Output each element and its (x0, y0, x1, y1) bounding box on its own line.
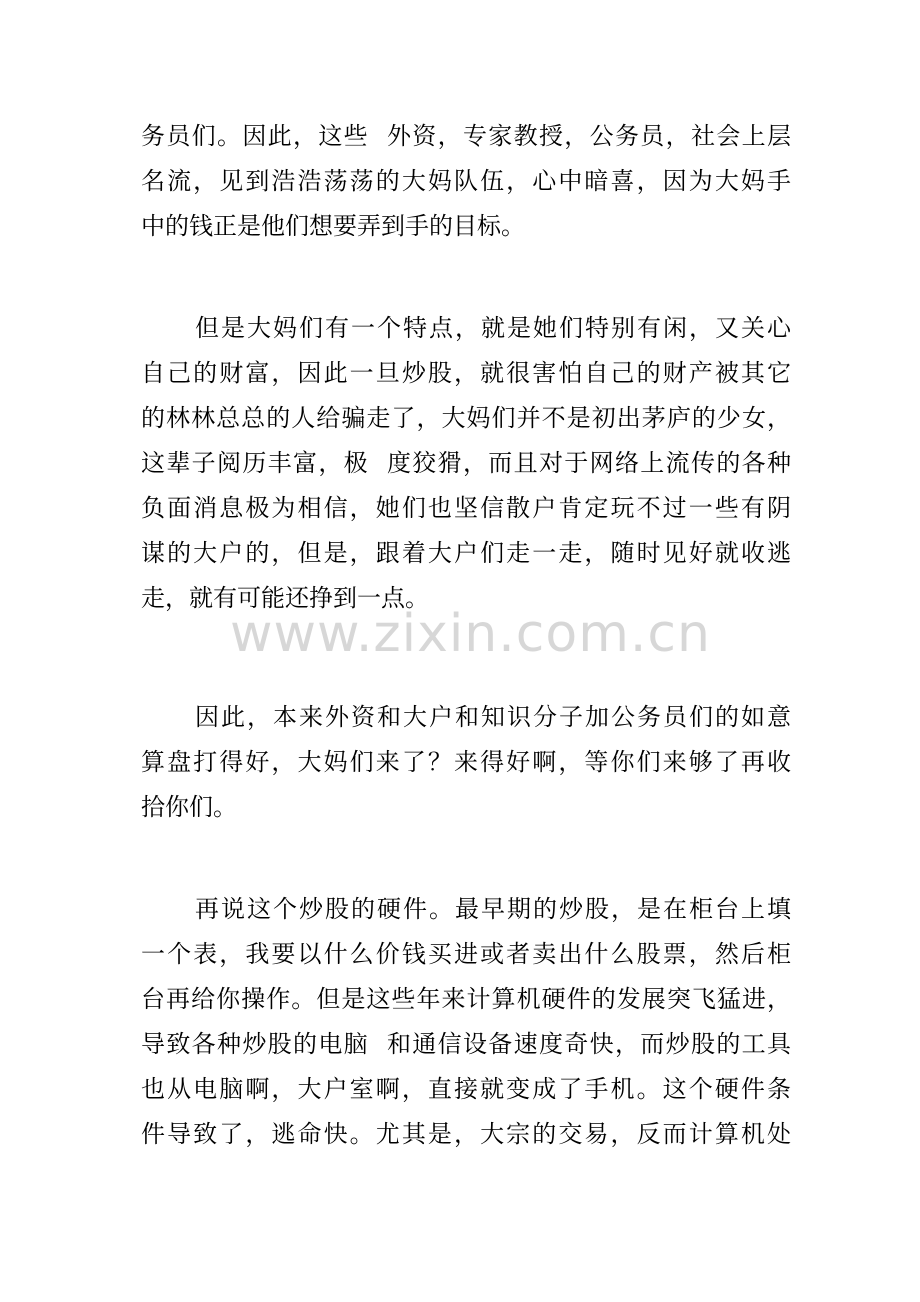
paragraph-2-line-3: 的林林总总的人给骗走了，大妈们并不是初出茅庐的少女， (141, 404, 791, 432)
paragraph-4-line-2: 一个表，我要以什么价钱买进或者卖出什么股票，然后柜 (141, 940, 791, 968)
paragraph-3-line-1: 因此，本来外资和大户和知识分子加公务员们的如意 (195, 703, 791, 731)
watermark: www.zixin.com.cn (230, 604, 711, 664)
paragraph-3-line-3: 拾你们。 (141, 793, 237, 821)
paragraph-1-line-1: 务员们。因此，这些 外资，专家教授，公务员，社会上层 (141, 122, 791, 150)
paragraph-4-line-3: 台再给你操作。但是这些年来计算机硬件的发展突飞猛进， (141, 985, 791, 1013)
paragraph-4-line-5: 也从电脑啊，大户室啊，直接就变成了手机。这个硬件条 (141, 1075, 791, 1103)
paragraph-2-line-2: 自己的财富，因此一旦炒股，就很害怕自己的财产被其它 (141, 359, 791, 387)
paragraph-4-line-4: 导致各种炒股的电脑 和通信设备速度奇快，而炒股的工具 (141, 1030, 791, 1058)
paragraph-2-line-4: 这辈子阅历丰富，极 度狡猾，而且对于网络上流传的各种 (141, 449, 791, 477)
paragraph-2-line-5: 负面消息极为相信，她们也坚信散户肯定玩不过一些有阴 (141, 494, 791, 522)
paragraph-1-line-2: 名流，见到浩浩荡荡的大妈队伍，心中暗喜，因为大妈手 (141, 167, 791, 195)
paragraph-2-line-1: 但是大妈们有一个特点，就是她们特别有闲，又关心 (195, 314, 791, 342)
paragraph-2-line-6: 谋的大户的，但是，跟着大户们走一走，随时见好就收逃 (141, 539, 791, 567)
paragraph-1-line-3: 中的钱正是他们想要弄到手的目标。 (141, 212, 525, 240)
paragraph-3-line-2: 算盘打得好，大妈们来了？来得好啊，等你们来够了再收 (141, 748, 791, 776)
paragraph-4-line-6: 件导致了，逃命快。尤其是，大宗的交易，反而计算机处 (141, 1120, 791, 1148)
paragraph-4-line-1: 再说这个炒股的硬件。最早期的炒股，是在柜台上填 (195, 895, 791, 923)
paragraph-2-line-7: 走，就有可能还挣到一点。 (141, 584, 429, 612)
